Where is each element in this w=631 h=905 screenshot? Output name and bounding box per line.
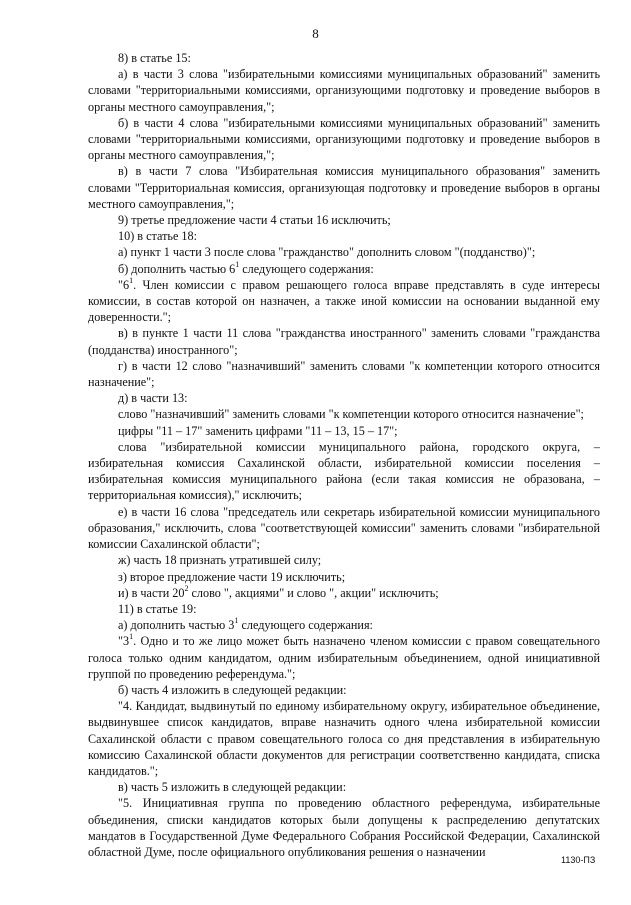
paragraph-text-continued: следующего содержания:	[239, 261, 374, 276]
paragraph	[88, 390, 600, 406]
paragraph-text: слово "назначивший" заменить словами "к компетенции которого относится назначение";	[118, 407, 584, 422]
paragraph-text: 9) третье предложение части 4 статьи 16 исключить;	[118, 213, 391, 228]
paragraph-text-continued: . Член комиссии с правом решающего голоса вправе представлять в суде интересы комиссии, в состав которой он назначен, а также иной комиссии на основании выданной ему доверенности.";	[88, 277, 600, 325]
paragraph-text-continued: слово ", акциями" и слово ", акции" исключить;	[188, 585, 439, 600]
document-body	[88, 50, 600, 860]
paragraph	[88, 228, 600, 244]
paragraph-text: б) часть 4 изложить в следующей редакции:	[118, 682, 347, 697]
page-number: 8	[312, 26, 319, 41]
paragraph	[88, 617, 600, 633]
paragraph	[88, 163, 600, 212]
paragraph	[88, 585, 600, 601]
superscript-index: 2	[184, 583, 189, 593]
paragraph-text: "6	[118, 277, 130, 292]
paragraph	[88, 358, 600, 390]
paragraph	[88, 115, 600, 164]
paragraph	[88, 66, 600, 115]
paragraph-text: 10) в статье 18:	[118, 229, 197, 244]
paragraph-text: б) дополнить частью 6	[118, 261, 236, 276]
paragraph	[88, 406, 600, 422]
paragraph-text: е) в части 16 слова "председатель или секретарь избирательной комиссии муниципального образования," исключить, слова "соответствующей комиссии" заменить словами "избирательной комиссии Сахалинской области";	[88, 504, 600, 552]
paragraph-text: в) в пункте 1 части 11 слова "гражданства иностранного" заменить словами "гражданства (подданства) иностранного";	[88, 326, 600, 357]
superscript-index: 1	[129, 275, 134, 285]
superscript-index: 1	[235, 259, 240, 269]
paragraph	[88, 212, 600, 228]
paragraph-text: а) дополнить частью 3	[118, 618, 235, 633]
paragraph-text: "3	[118, 634, 130, 649]
paragraph	[88, 261, 600, 277]
paragraph-text: 8) в статье 15:	[118, 51, 191, 65]
paragraph	[88, 423, 600, 439]
superscript-index: 1	[129, 632, 134, 642]
paragraph-text: ж) часть 18 признать утратившей силу;	[118, 553, 322, 568]
paragraph	[88, 601, 600, 617]
paragraph	[88, 325, 600, 357]
paragraph	[88, 439, 600, 504]
paragraph-text-continued: следующего содержания:	[238, 618, 373, 633]
paragraph	[88, 779, 600, 795]
superscript-index: 1	[234, 616, 239, 626]
paragraph-text: цифры "11 – 17" заменить цифрами "11 – 13, 15 – 17";	[118, 423, 398, 438]
paragraph-text: а) пункт 1 части 3 после слова "гражданство" дополнить словом "(подданство)";	[118, 245, 536, 260]
paragraph-text-continued: . Одно и то же лицо может быть назначено членом комиссии с правом совещательного голоса только одним кандидатом, одним избирательным объединением, одной инициативной группой по проведению референдума.";	[88, 634, 600, 681]
paragraph	[88, 795, 600, 860]
paragraph-text: слова "избирательной комиссии муниципального района, городского округа, – избирательная комиссия Сахалинской области, избирательной комиссии поселения – избирательная комиссия муниципального района (если такая комиссия не образована, – территориальная комиссия)," исключить;	[88, 439, 600, 503]
paragraph	[88, 569, 600, 585]
paragraph-text: б) в части 4 слова "избирательными комиссиями муниципальных образований" заменить словами "территориальными комиссиями, организующими подготовку и проведение выборов в органы местного самоуправления,";	[88, 115, 600, 163]
paragraph	[88, 682, 600, 698]
paragraph	[88, 244, 600, 260]
paragraph	[88, 50, 600, 66]
paragraph-text: и) в части 20	[118, 585, 185, 600]
paragraph	[88, 504, 600, 553]
paragraph	[88, 633, 600, 682]
paragraph-text: в) часть 5 изложить в следующей редакции:	[118, 780, 347, 795]
paragraph-text: "5. Инициативная группа по проведению областного референдума, избирательные объединения, списки кандидатов которых были допущены к распределению депутатских мандатов в Государственной Думе Федерального Собрания Российской Федерации, Сахалинской областной Думе, после официального опубликования решения о назначении	[88, 796, 600, 859]
paragraph-text: г) в части 12 слово "назначивший" заменить словами "к компетенции которого относится назначение";	[88, 358, 600, 390]
paragraph-text: з) второе предложение части 19 исключить;	[118, 569, 346, 584]
document-code: 1130-ПЗ	[561, 855, 596, 865]
paragraph	[88, 277, 600, 326]
paragraph	[88, 698, 600, 779]
paragraph-text: "4. Кандидат, выдвинутый по единому избирательному округу, избирательное объединение, выдвинувшее список кандидатов, вправе назначить одного члена избирательной комиссии Сахалинской области с правом совещательного голоса со дня представления в избирательную комиссию Сахалинской области документов для регистрации соответственно кандидата, списка кандидатов.";	[88, 699, 600, 778]
paragraph	[88, 552, 600, 568]
paragraph-text: в) в части 7 слова "Избирательная комиссия муниципального образования" заменить словами "Территориальная комиссия, организующая подготовку и проведение выборов в органы местного самоуправления,";	[88, 164, 600, 211]
paragraph-text: 11) в статье 19:	[118, 601, 197, 616]
paragraph-text: д) в части 13:	[118, 391, 188, 406]
paragraph-text: а) в части 3 слова "избирательными комиссиями муниципальных образований" заменить словами "территориальными комиссиями, организующими подготовку и проведение выборов в органы местного самоуправления,";	[88, 67, 600, 114]
